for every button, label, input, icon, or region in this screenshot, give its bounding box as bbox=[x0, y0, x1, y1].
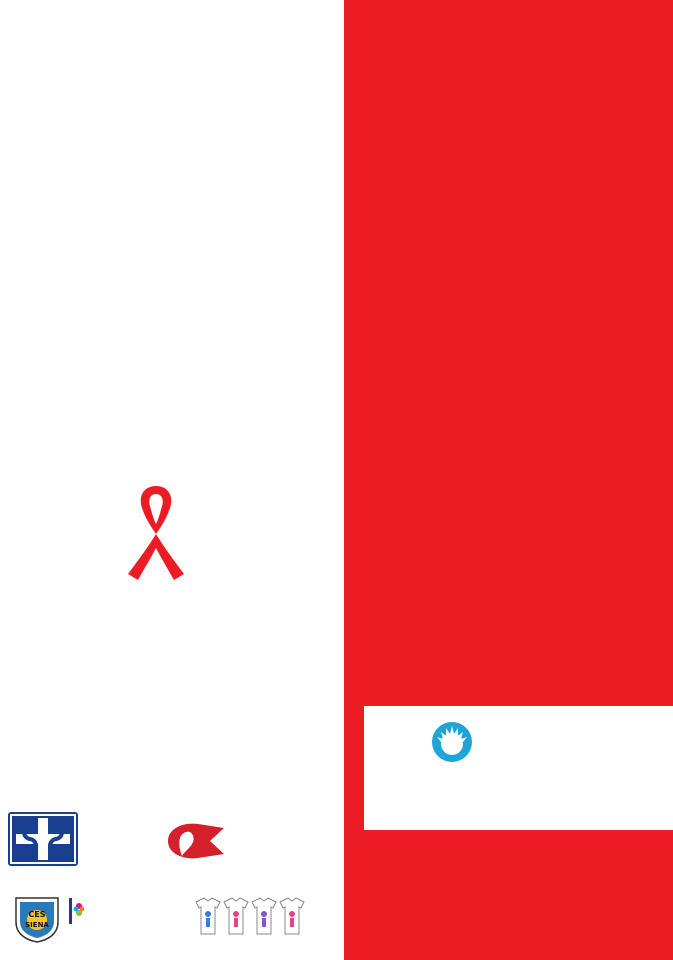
anlaids-logo bbox=[382, 720, 522, 820]
esn-logo bbox=[68, 894, 178, 944]
tshirts-icon bbox=[192, 894, 312, 938]
svg-text:CES: CES bbox=[28, 910, 46, 919]
esn-star-icon bbox=[68, 896, 84, 926]
svg-text:SIENA: SIENA bbox=[25, 921, 49, 929]
scora-logo bbox=[164, 818, 334, 864]
ces-siena-logo bbox=[12, 892, 62, 944]
anlaids-card bbox=[364, 706, 673, 830]
red-ribbon-icon bbox=[124, 482, 188, 582]
scora-emblem-icon bbox=[164, 818, 226, 864]
sism-logo bbox=[8, 812, 158, 872]
movimento-pansessuale-logo bbox=[188, 880, 318, 950]
sun-emblem-icon bbox=[428, 720, 476, 764]
event-title bbox=[0, 128, 673, 238]
people-row-bottom bbox=[344, 898, 673, 960]
people-row-top bbox=[0, 0, 344, 62]
sism-emblem-icon bbox=[8, 812, 78, 866]
